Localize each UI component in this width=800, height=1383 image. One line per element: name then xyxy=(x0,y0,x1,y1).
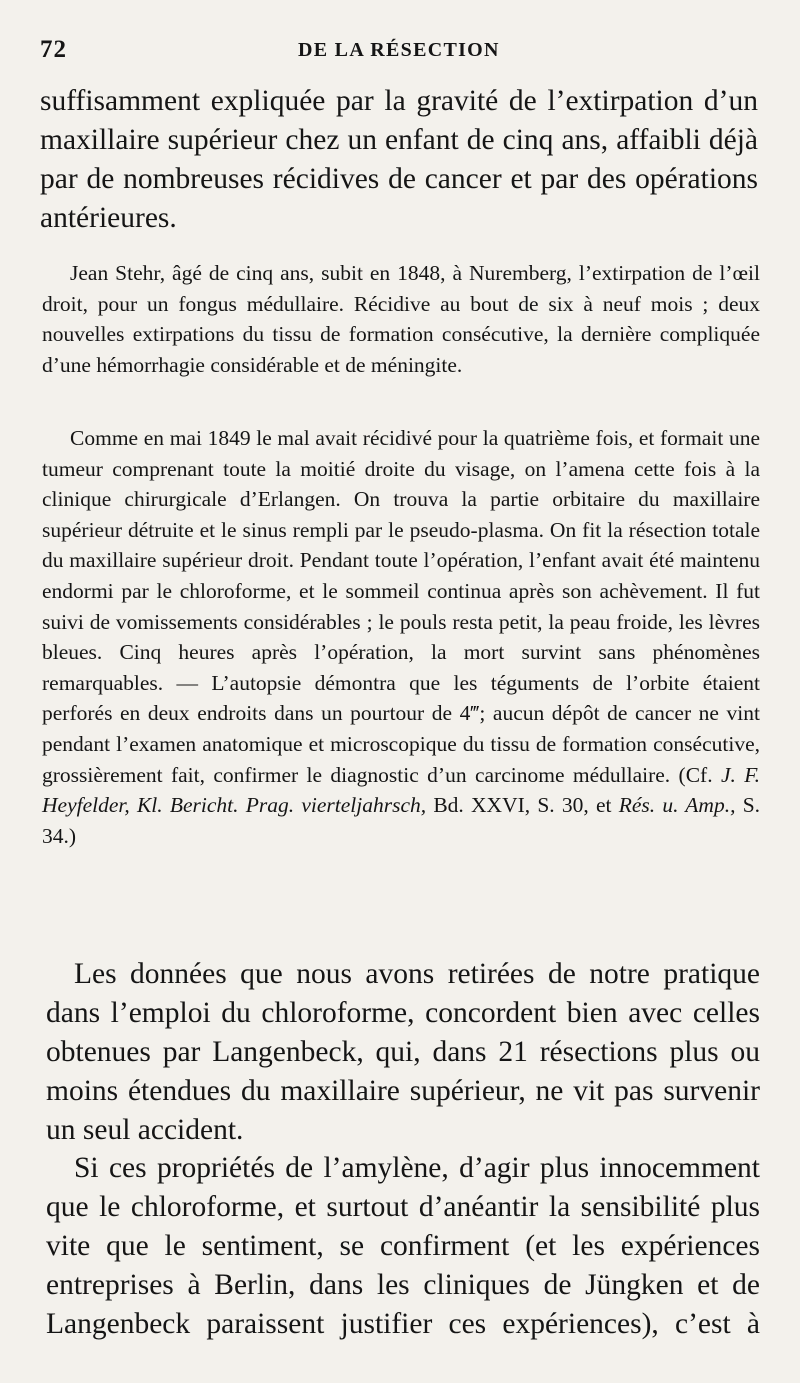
reference-volume: Bd. XXVI, S. 30, et xyxy=(433,793,612,818)
paragraph-continuation: suffisamment expliquée par la gravité de l’extirpation d’un maxillaire supérieur chez un enfant de cinq ans, affaibli déjà par de nombreuses récidives de cancer et par des opérations antérieures. xyxy=(40,85,758,234)
page-header xyxy=(40,36,760,66)
case-report-intro: Jean Stehr, âgé de cinq ans, subit en 1848, à Nuremberg, l’extirpation de l’œil droit, pour un fongus médullaire. Récidive au bout de six à neuf mois ; deux nouvelles extirpations du tissu de formation consécutive, la dernière compliquée d’une hémorrhagie considérable et de méningite. xyxy=(42,261,760,377)
paragraph-chloroform: Les données que nous avons retirées de notre pratique dans l’emploi du chloroforme, concordent bien avec celles obtenues par Langenbeck, qui, dans 21 résections plus ou moins étendues du maxillaire supérieur, ne vit pas survenir un seul accident. xyxy=(46,958,760,1146)
case-report-text: Comme en mai 1849 le mal avait récidivé pour la quatrième fois, et formait une tumeur comprenant toute la moitié droite du visage, on l’amena cette fois à la clinique chirurgicale d’Erlangen. On trouva la partie orbitaire du maxillaire supérieur détruite et le sinus rempli par le pseudo-plasma. On fit la résection totale du maxillaire supérieur droit. Pendant toute l’opération, l’enfant avait été maintenu endormi par le chloroforme, et le sommeil continua après son achèvement. Il fut suivi de vomissements considérables ; le pouls resta petit, la peau froide, les lèvres bleues. Cinq heures après l’opération, la mort survint sans phénomènes remarquables. — L’autopsie démontra que les téguments de l’orbite étaient perforés en deux endroits dans un pourtour de 4‴; aucun dépôt de cancer ne vint pendant l’examen anatomique et microscopique du tissu de formation consécutive, grossièrement fait, confirmer le diagnostic d’un carcinome médullaire. (Cf. xyxy=(42,426,760,787)
reference-page: S. 34.) xyxy=(42,793,761,848)
paragraph-amylene: Si ces propriétés de l’amylène, d’agir plus innocemment que le chloroforme, et surtout d’anéantir la sensibilité plus vite que le sentiment, se confirment (et les expériences entreprises à Berlin, dans les cliniques de Jüngken et de Langenbeck paraissent justifier ces expériences), c’est à xyxy=(46,1152,760,1340)
reference-author: J. F. Heyfelder, Kl. Bericht. Prag. vierteljahrsch, xyxy=(42,762,761,818)
reference-work: Rés. u. Amp., xyxy=(618,793,736,818)
page-number: 72 xyxy=(40,36,67,63)
case-report-details xyxy=(42,423,760,851)
running-head: DE LA RÉSECTION xyxy=(298,39,500,61)
